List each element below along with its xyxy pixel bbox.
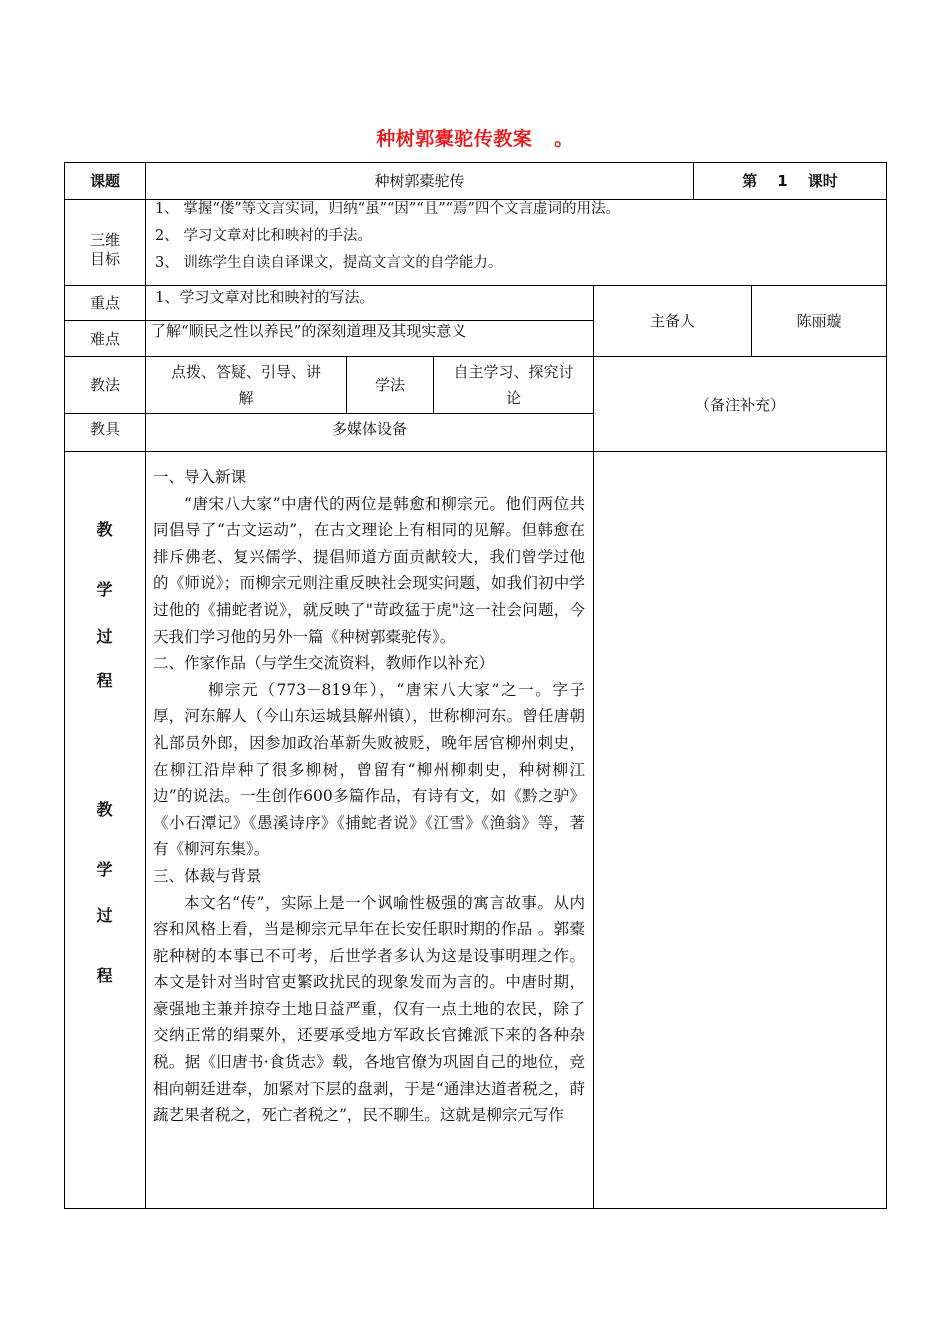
teaching-method-label: 教法 xyxy=(89,376,120,394)
objectives-label xyxy=(65,200,145,285)
title-dot: 。 xyxy=(554,128,574,150)
section-paragraph: “唐宋八大家”中唐代的两位是韩愈和柳宗元。他们两位共同倡导了“古文运动”，在古文理论上有相同的见解。但韩愈在排斥佛老、复兴儒学、提倡师道方面贡献较大，我们曾学过他的《师说》；而柳宗元则注重反映社会现实问题，如我们初中学过他的《捕蛇者说》，就反映了"苛政猛于虎"这一社会问题，今天我们学习他的另外一篇《种树郭橐驼传》。 xyxy=(153,494,585,646)
document-title xyxy=(0,124,950,151)
title-text: 种树郭橐驼传教案 xyxy=(376,128,533,150)
difficulty-label: 难点 xyxy=(89,329,120,348)
objectives-label-line2: 目标 xyxy=(89,250,120,268)
key-point-text: 1、学习文章对比和映衬的写法。 xyxy=(155,288,375,306)
tools-value: 多媒体设备 xyxy=(331,420,407,438)
teaching-method-line2: 解 xyxy=(238,389,254,407)
study-method-value xyxy=(434,357,593,413)
process-label-char: 过 xyxy=(96,906,113,925)
section-paragraph: 本文名“传”，实际上是一个讽喻性极强的寓言故事。从内容和风格上看，当是柳宗元早年在长安任职时期的作品 。郭橐驼种树的本事已不可考，后世学者多认为这是设事明理之作。本文是针对当时官吏繁政扰民的现象发而为言的。中唐时期，豪强地主兼并掠夺土地日益严重，仅有一点土地的农民，除了交纳正常的绢粟外，还要承受地方军政长官摊派下来的各种杂税。据《旧唐书·食货志》载，各地官僚为巩固自己的地位，竞相向朝廷进奉，加紧对下层的盘剥，于是“通津达道者税之，莳蔬艺果者税之，死亡者税之”，民不聊生。这就是柳宗元写作 xyxy=(153,893,585,1125)
preparer-label: 主备人 xyxy=(649,312,695,330)
process-content xyxy=(153,464,585,1129)
section-heading: 二、作家作品（与学生交流资料，教师作以补充） xyxy=(153,654,495,673)
lesson-suffix: 课时 xyxy=(807,172,838,190)
key-point-label: 重点 xyxy=(89,294,120,312)
lesson-prefix: 第 xyxy=(742,172,758,190)
process-label-char: 程 xyxy=(96,966,113,985)
process-label-char: 程 xyxy=(96,671,113,690)
difficulty-text: 了解“顺民之性以养民”的深刻道理及其现实意义 xyxy=(151,322,467,340)
objectives-label-line1: 三维 xyxy=(89,231,120,249)
teaching-method-value xyxy=(146,357,346,413)
objective-item: 1、 掌握“偻”等文言实词，归纳“虽”“因”“且”“焉”四个文言虚词的用法。 xyxy=(155,201,620,217)
lesson-number: 1 xyxy=(777,172,788,190)
topic-label: 课题 xyxy=(89,172,120,190)
lesson-count xyxy=(694,163,886,199)
section-heading: 三、体裁与背景 xyxy=(153,866,262,885)
objective-item: 3、 训练学生自读自译课文，提高文言文的自学能力。 xyxy=(155,255,503,271)
process-label-char: 过 xyxy=(96,627,113,646)
study-method-line1: 自主学习、探究讨 xyxy=(453,363,574,381)
objectives-list xyxy=(155,196,620,277)
section-heading: 一、导入新课 xyxy=(153,468,247,486)
topic-value: 种树郭橐驼传 xyxy=(374,172,465,190)
study-method-line2: 论 xyxy=(505,389,521,407)
process-label-char: 学 xyxy=(96,860,113,879)
objective-item: 2、 学习文章对比和映衬的手法。 xyxy=(155,228,372,244)
section-paragraph: 柳宗元（773－819年），“唐宋八大家”之一。字子厚，河东解人（今山东运城县解州镇），世称柳河东。曾任唐朝礼部员外郎，因参加政治革新失败被贬，晚年居官柳州刺史，在柳江沿岸种了很多柳树，曾留有“柳州柳刺史，种树柳江边”的说法。一生创作600多篇作品，有诗有文，如《黔之驴》《小石潭记》《愚溪诗序》《捕蛇者说》《江雪》《渔翁》等，著有《柳河东集》。 xyxy=(153,680,585,859)
teaching-method-line1: 点拨、答疑、引导、讲 xyxy=(170,363,321,381)
process-label-char: 教 xyxy=(96,800,113,819)
process-label-char: 教 xyxy=(96,520,113,539)
preparer-name: 陈丽璇 xyxy=(796,312,842,330)
tools-label: 教具 xyxy=(89,420,120,438)
study-method-label: 学法 xyxy=(374,376,405,394)
process-label-char: 学 xyxy=(96,580,113,599)
notes-label: （备注补充） xyxy=(694,396,785,414)
